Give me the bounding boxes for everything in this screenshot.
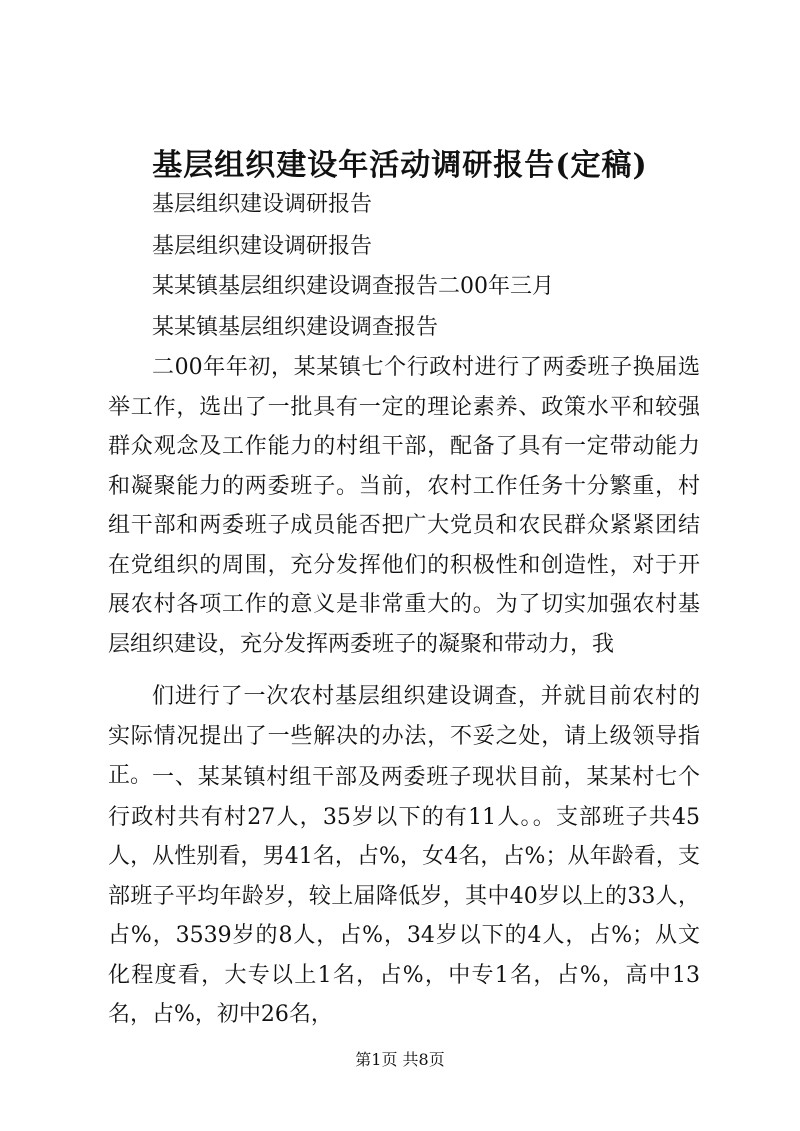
subheading-1: 基层组织建设调研报告 [152, 192, 373, 217]
paragraph-text: 们进行了一次农村基层组织建设调查，并就目前农村的实际情况提出了一些解决的办法，不妥之处，请上级领导指正。 [108, 684, 700, 788]
document-title: 基层组织建设年活动调研报告(定稿) [152, 148, 648, 183]
body-paragraph-1 [108, 348, 700, 664]
subheading-3: 某某镇基层组织建设调查报告二00年三月 [152, 274, 554, 299]
subheading-2: 基层组织建设调研报告 [152, 234, 373, 259]
paragraph-text: 一、某某镇村组干部及两委班子现状目前，某某村七个行政村共有村27人，35岁以下的有11人。。支部班子共45人，从性别看，男41名，占%，女4名，占%；从年龄看，支部班子平均年龄岁，较上届降低岁，其中40岁以上的33人，占%，3539岁的8人，占%，34岁以下的4人，占%；从文化程度看，大专以上1名，占%，中专1名，占%，高中13名，占%，初中26名， [108, 765, 700, 1027]
page-number-footer: 第1页 共8页 [355, 1050, 445, 1069]
body-paragraph-3 [108, 758, 700, 1035]
subheading-4: 某某镇基层组织建设调查报告 [152, 315, 439, 340]
paragraph-text: 二00年年初，某某镇七个行政村进行了两委班子换届选举工作，选出了一批具有一定的理论素养、政策水平和较强群众观念及工作能力的村组干部，配备了具有一定带动能力和凝聚能力的两委班子。当前，农村工作任务十分繁重，村组干部和两委班子成员能否把广大党员和农民群众紧紧团结在党组织的周围，充分发挥他们的积极性和创造性，对于开展农村各项工作的意义是非常重大的。为了切实加强农村基层组织建设，充分发挥两委班子的凝聚和带动力，我 [108, 355, 700, 657]
